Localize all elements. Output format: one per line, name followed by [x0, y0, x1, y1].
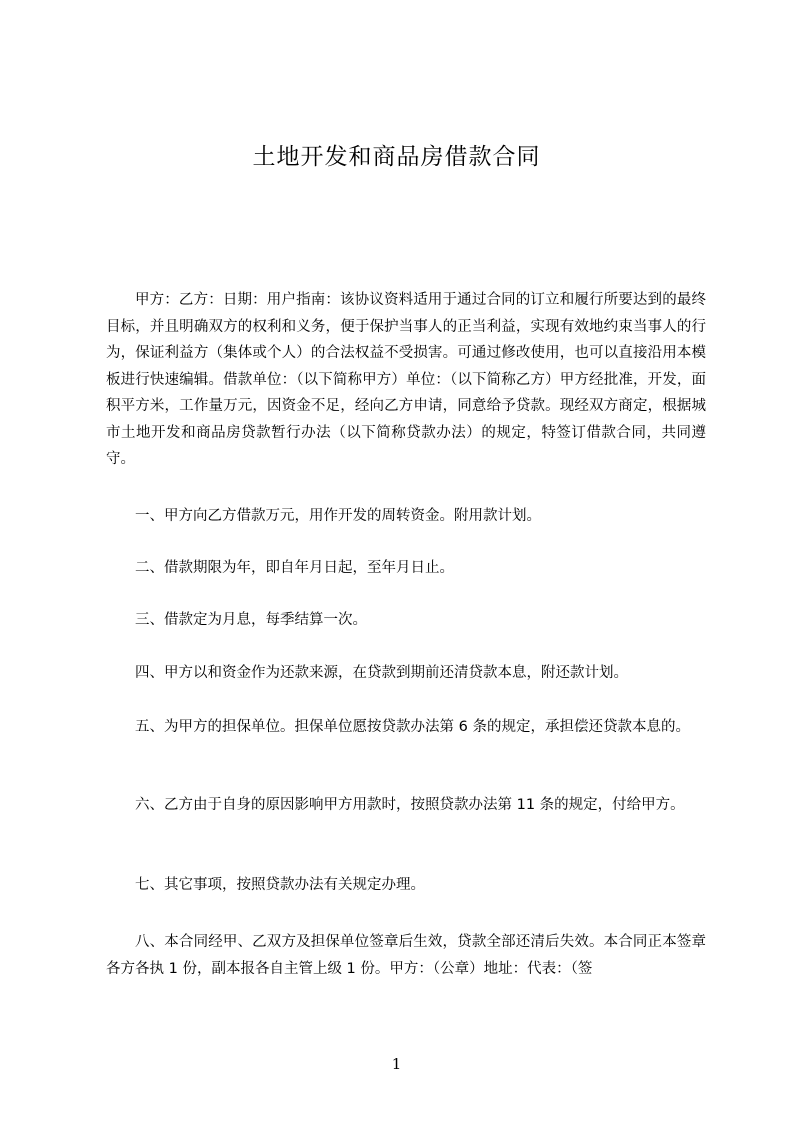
- intro-paragraph: 甲方：乙方：日期：用户指南：该协议资料适用于通过合同的订立和履行所要达到的最终目标，并且明确双方的权利和义务，便于保护当事人的正当利益，实现有效地约束当事人的行为，保证利益方（集体或个人）的合法权益不受损害。可通过修改使用，也可以直接沿用本模板进行快速编辑。借款单位：（以下简称甲方）单位：（以下简称乙方）甲方经批准，开发，面积平方米，工作量万元，因资金不足，经向乙方申请，同意给予贷款。现经双方商定，根据城市土地开发和商品房贷款暂行办法（以下简称贷款办法）的规定，特签订借款合同，共同遵守。: [106, 292, 706, 467]
- clause-4: 四、甲方以和资金作为还款来源，在贷款到期前还清贷款本息，附还款计划。: [135, 665, 628, 681]
- clause-2: 二、借款期限为年，即自年月日起，至年月日止。: [135, 560, 454, 576]
- clause-3: 三、借款定为月息，每季结算一次。: [135, 612, 367, 628]
- clause-5: 五、为甲方的担保单位。担保单位愿按贷款办法第 6 条的规定，承担偿还贷款本息的。: [135, 719, 690, 735]
- page-number: 1: [391, 1055, 402, 1073]
- clause-7: 七、其它事项，按照贷款办法有关规定办理。: [135, 877, 425, 893]
- clause-8: 八、本合同经甲、乙双方及担保单位签章后生效，贷款全部还清后失效。本合同正本签章各方各执 1 份，副本报各自主管上级 1 份。甲方：（公章）地址：代表：（签: [106, 934, 706, 977]
- clause-6: 六、乙方由于自身的原因影响甲方用款时，按照贷款办法第 11 条的规定，付给甲方。: [135, 797, 685, 813]
- clause-1: 一、甲方向乙方借款万元，用作开发的周转资金。附用款计划。: [135, 508, 541, 524]
- document-title: 土地开发和商品房借款合同: [252, 144, 541, 170]
